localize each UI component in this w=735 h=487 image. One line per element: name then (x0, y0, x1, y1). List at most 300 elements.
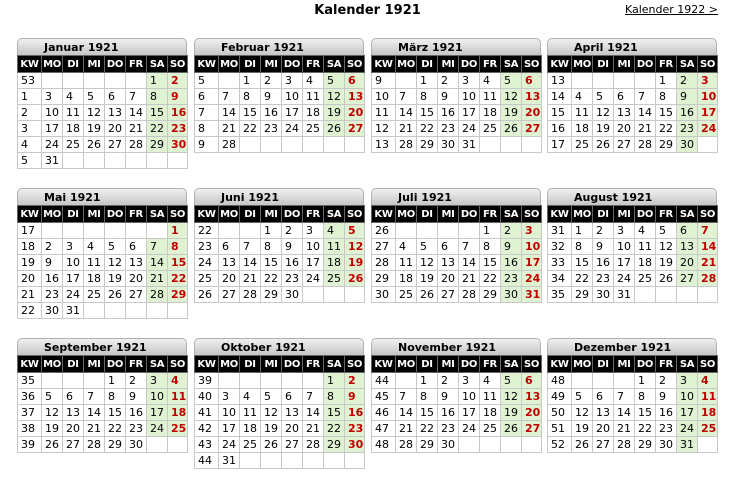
week-row (18, 121, 188, 137)
day-cell: 1 (261, 223, 282, 239)
day-cell: 5 (84, 89, 105, 105)
weekday-header: FR (303, 356, 324, 373)
weekday-header: MO (219, 356, 240, 373)
empty-day-cell (572, 373, 593, 389)
sunday-cell: 11 (698, 389, 718, 405)
week-number: 7 (195, 105, 219, 121)
weekday-header: DI (240, 206, 261, 223)
month-calendar (194, 38, 364, 153)
saturday-cell: 19 (501, 105, 522, 121)
week-number: 33 (548, 255, 572, 271)
sunday-cell: 24 (698, 121, 718, 137)
week-row (195, 421, 365, 437)
week-number: 16 (548, 121, 572, 137)
day-cell: 10 (614, 239, 635, 255)
day-cell: 30 (126, 437, 147, 453)
day-cell: 22 (480, 271, 501, 287)
sunday-cell: 2 (345, 373, 365, 389)
day-cell: 2 (42, 239, 63, 255)
sunday-cell: 1 (168, 223, 188, 239)
weekday-header: DO (459, 206, 480, 223)
saturday-cell: 9 (677, 89, 698, 105)
day-cell: 14 (396, 105, 417, 121)
week-number: 34 (548, 271, 572, 287)
day-cell: 13 (282, 405, 303, 421)
sunday-cell: 23 (345, 421, 365, 437)
sunday-cell: 29 (168, 287, 188, 303)
month-title: Mai 1921 (17, 188, 187, 205)
day-cell: 14 (219, 105, 240, 121)
day-cell: 18 (63, 121, 84, 137)
day-cell: 11 (63, 105, 84, 121)
month-table (371, 205, 542, 303)
weekday-header: KW (18, 356, 42, 373)
day-cell: 8 (417, 89, 438, 105)
day-cell: 13 (105, 105, 126, 121)
weekday-header: SA (677, 356, 698, 373)
day-cell: 14 (84, 405, 105, 421)
sunday-cell: 20 (522, 105, 542, 121)
saturday-cell: 26 (501, 121, 522, 137)
day-cell: 7 (126, 89, 147, 105)
week-number: 46 (372, 405, 396, 421)
weekday-header: DO (635, 206, 656, 223)
day-cell: 20 (282, 421, 303, 437)
week-number: 41 (195, 405, 219, 421)
day-cell: 9 (438, 389, 459, 405)
saturday-cell: 25 (324, 271, 345, 287)
day-cell: 3 (282, 73, 303, 89)
saturday-cell: 2 (677, 73, 698, 89)
sunday-cell: 10 (522, 239, 542, 255)
day-cell: 29 (417, 437, 438, 453)
saturday-cell: 21 (147, 271, 168, 287)
weekday-header: MO (396, 356, 417, 373)
week-row (372, 271, 542, 287)
day-cell: 21 (635, 121, 656, 137)
day-cell: 17 (282, 105, 303, 121)
weekday-header: FR (126, 56, 147, 73)
week-row (548, 223, 718, 239)
saturday-cell: 1 (147, 73, 168, 89)
week-row (372, 223, 542, 239)
sunday-cell: 16 (168, 105, 188, 121)
day-cell: 6 (438, 239, 459, 255)
day-cell: 24 (459, 121, 480, 137)
empty-day-cell (147, 223, 168, 239)
week-row (195, 105, 365, 121)
week-row (18, 105, 188, 121)
day-cell: 22 (240, 121, 261, 137)
empty-day-cell (635, 73, 656, 89)
week-row (548, 405, 718, 421)
empty-day-cell (522, 437, 542, 453)
empty-day-cell (261, 453, 282, 469)
week-row (372, 89, 542, 105)
week-number: 9 (195, 137, 219, 153)
week-number: 21 (18, 287, 42, 303)
weekday-header: MI (438, 206, 459, 223)
week-number: 19 (18, 255, 42, 271)
empty-day-cell (168, 303, 188, 319)
saturday-cell: 28 (147, 287, 168, 303)
day-cell: 16 (438, 405, 459, 421)
day-cell: 6 (105, 89, 126, 105)
day-cell: 19 (417, 271, 438, 287)
sunday-cell: 31 (522, 287, 542, 303)
day-cell: 19 (261, 421, 282, 437)
saturday-cell: 22 (324, 421, 345, 437)
empty-day-cell (324, 287, 345, 303)
weekday-header: MI (438, 56, 459, 73)
week-number: 39 (195, 373, 219, 389)
weekday-header: SO (345, 356, 365, 373)
day-cell: 12 (105, 255, 126, 271)
sunday-cell: 3 (698, 73, 718, 89)
day-cell: 10 (303, 239, 324, 255)
day-cell: 4 (480, 73, 501, 89)
week-number: 39 (18, 437, 42, 453)
day-cell: 7 (240, 239, 261, 255)
week-number: 28 (372, 255, 396, 271)
day-cell: 8 (261, 239, 282, 255)
day-cell: 28 (303, 437, 324, 453)
day-cell: 30 (438, 437, 459, 453)
month-table (194, 55, 365, 153)
day-cell: 15 (417, 405, 438, 421)
day-cell: 2 (656, 373, 677, 389)
sunday-cell: 27 (522, 421, 542, 437)
empty-day-cell (345, 453, 365, 469)
day-cell: 1 (480, 223, 501, 239)
sunday-cell: 12 (345, 239, 365, 255)
day-cell: 16 (593, 255, 614, 271)
empty-day-cell (168, 437, 188, 453)
day-cell: 9 (593, 239, 614, 255)
sunday-cell: 25 (168, 421, 188, 437)
day-cell: 2 (438, 73, 459, 89)
month-title: Juni 1921 (194, 188, 364, 205)
saturday-cell: 24 (147, 421, 168, 437)
saturday-cell: 5 (501, 73, 522, 89)
weekday-header: FR (480, 206, 501, 223)
day-cell: 22 (656, 121, 677, 137)
week-number: 25 (195, 271, 219, 287)
weekday-header: MI (438, 356, 459, 373)
week-number: 14 (548, 89, 572, 105)
empty-day-cell (324, 137, 345, 153)
month-calendar (371, 38, 541, 153)
saturday-cell: 10 (677, 389, 698, 405)
day-cell: 3 (219, 389, 240, 405)
weekday-header: DO (105, 356, 126, 373)
month-calendar (17, 188, 187, 319)
weekday-header: DI (593, 206, 614, 223)
weekday-header: KW (548, 206, 572, 223)
empty-day-cell (698, 137, 718, 153)
empty-day-cell (42, 73, 63, 89)
next-year-link[interactable]: Kalender 1922 > (624, 3, 718, 16)
day-cell: 10 (219, 405, 240, 421)
day-cell: 18 (84, 271, 105, 287)
empty-day-cell (240, 373, 261, 389)
saturday-cell: 18 (324, 255, 345, 271)
day-cell: 28 (126, 137, 147, 153)
day-cell: 17 (303, 255, 324, 271)
empty-day-cell (396, 223, 417, 239)
day-cell: 30 (593, 287, 614, 303)
day-cell: 20 (63, 421, 84, 437)
day-cell: 31 (63, 303, 84, 319)
week-number: 27 (372, 239, 396, 255)
day-cell: 14 (303, 405, 324, 421)
sunday-cell: 18 (168, 405, 188, 421)
empty-day-cell (501, 437, 522, 453)
saturday-cell: 15 (147, 105, 168, 121)
month-title: März 1921 (371, 38, 541, 55)
day-cell: 10 (459, 89, 480, 105)
empty-day-cell (282, 137, 303, 153)
day-cell: 30 (438, 137, 459, 153)
weekday-header: MI (614, 356, 635, 373)
weekday-header: SA (677, 206, 698, 223)
weekday-header: KW (195, 56, 219, 73)
weekday-header: FR (480, 56, 501, 73)
day-cell: 27 (593, 437, 614, 453)
saturday-cell: 16 (677, 105, 698, 121)
month-calendar (17, 338, 187, 453)
week-number: 42 (195, 421, 219, 437)
empty-day-cell (698, 437, 718, 453)
saturday-cell: 12 (324, 89, 345, 105)
weekday-header: SO (168, 206, 188, 223)
day-cell: 26 (42, 437, 63, 453)
day-cell: 16 (438, 105, 459, 121)
month-table (547, 355, 718, 453)
week-row (195, 239, 365, 255)
day-cell: 13 (219, 255, 240, 271)
week-row (18, 137, 188, 153)
day-cell: 19 (84, 121, 105, 137)
day-cell: 1 (635, 373, 656, 389)
day-cell: 19 (593, 121, 614, 137)
saturday-cell: 9 (501, 239, 522, 255)
day-cell: 15 (261, 255, 282, 271)
week-row (548, 255, 718, 271)
saturday-cell: 29 (147, 137, 168, 153)
week-number: 22 (195, 223, 219, 239)
day-cell: 4 (635, 223, 656, 239)
day-cell: 4 (303, 73, 324, 89)
week-number: 15 (548, 105, 572, 121)
day-cell: 22 (417, 421, 438, 437)
day-cell: 23 (261, 121, 282, 137)
month-calendar (371, 188, 541, 303)
week-number: 1 (18, 89, 42, 105)
week-number: 20 (18, 271, 42, 287)
saturday-cell: 24 (677, 421, 698, 437)
day-cell: 9 (42, 255, 63, 271)
saturday-cell: 12 (501, 389, 522, 405)
saturday-cell: 8 (147, 89, 168, 105)
saturday-cell: 8 (324, 389, 345, 405)
month-table (17, 355, 188, 453)
weekday-header: SO (168, 356, 188, 373)
empty-day-cell (303, 137, 324, 153)
empty-day-cell (42, 223, 63, 239)
week-number: 12 (372, 121, 396, 137)
saturday-cell: 26 (501, 421, 522, 437)
day-cell: 2 (261, 73, 282, 89)
saturday-cell: 10 (147, 389, 168, 405)
saturday-cell: 3 (147, 373, 168, 389)
week-number: 49 (548, 389, 572, 405)
week-row (195, 389, 365, 405)
sunday-cell: 27 (345, 121, 365, 137)
day-cell: 26 (656, 271, 677, 287)
week-row (18, 303, 188, 319)
sunday-cell: 17 (522, 255, 542, 271)
day-cell: 21 (240, 271, 261, 287)
day-cell: 8 (105, 389, 126, 405)
empty-day-cell (282, 373, 303, 389)
weekday-header: SO (698, 356, 718, 373)
week-row (195, 255, 365, 271)
empty-day-cell (126, 303, 147, 319)
sunday-cell: 18 (698, 405, 718, 421)
week-number: 35 (548, 287, 572, 303)
weekday-header: SA (501, 356, 522, 373)
month-title: August 1921 (547, 188, 717, 205)
weekday-header: MO (572, 206, 593, 223)
day-cell: 5 (42, 389, 63, 405)
empty-day-cell (240, 223, 261, 239)
day-cell: 11 (572, 105, 593, 121)
week-number: 32 (548, 239, 572, 255)
day-cell: 3 (63, 239, 84, 255)
day-cell: 12 (417, 255, 438, 271)
weekday-header: KW (195, 206, 219, 223)
day-cell: 22 (261, 271, 282, 287)
weekday-header: FR (303, 206, 324, 223)
sunday-cell: 20 (345, 105, 365, 121)
weekday-header: MI (261, 356, 282, 373)
weekday-header: FR (126, 356, 147, 373)
saturday-cell: 4 (324, 223, 345, 239)
empty-day-cell (63, 73, 84, 89)
day-cell: 6 (126, 239, 147, 255)
day-cell: 7 (84, 389, 105, 405)
day-cell: 29 (261, 287, 282, 303)
weekday-header: DO (105, 56, 126, 73)
day-cell: 18 (240, 421, 261, 437)
day-cell: 21 (614, 421, 635, 437)
empty-day-cell (126, 223, 147, 239)
empty-day-cell (84, 373, 105, 389)
day-cell: 27 (438, 287, 459, 303)
day-cell: 24 (459, 421, 480, 437)
week-number: 48 (548, 373, 572, 389)
sunday-cell: 3 (522, 223, 542, 239)
saturday-cell: 3 (677, 373, 698, 389)
day-cell: 21 (84, 421, 105, 437)
weekday-header: SO (345, 56, 365, 73)
day-cell: 20 (126, 271, 147, 287)
week-number: 26 (372, 223, 396, 239)
week-row (548, 373, 718, 389)
sunday-cell: 11 (168, 389, 188, 405)
day-cell: 14 (240, 255, 261, 271)
day-cell: 22 (417, 121, 438, 137)
day-cell: 27 (282, 437, 303, 453)
week-row (372, 121, 542, 137)
saturday-cell: 6 (677, 223, 698, 239)
day-cell: 4 (240, 389, 261, 405)
weekday-header: SA (147, 56, 168, 73)
weekday-header: FR (303, 56, 324, 73)
day-cell: 19 (572, 421, 593, 437)
empty-day-cell (147, 437, 168, 453)
day-cell: 18 (635, 255, 656, 271)
weekday-header: SA (147, 206, 168, 223)
day-cell: 5 (572, 389, 593, 405)
weekday-header: SA (677, 56, 698, 73)
week-row (548, 421, 718, 437)
week-number: 31 (548, 223, 572, 239)
sunday-cell: 23 (168, 121, 188, 137)
day-cell: 28 (396, 437, 417, 453)
day-cell: 3 (459, 373, 480, 389)
week-row (548, 271, 718, 287)
day-cell: 4 (63, 89, 84, 105)
day-cell: 27 (219, 287, 240, 303)
day-cell: 30 (42, 303, 63, 319)
day-cell: 12 (572, 405, 593, 421)
week-number: 45 (372, 389, 396, 405)
week-number: 5 (195, 73, 219, 89)
empty-day-cell (84, 73, 105, 89)
month-table (17, 55, 188, 169)
day-cell: 1 (656, 73, 677, 89)
weekday-header: MO (396, 56, 417, 73)
week-number: 51 (548, 421, 572, 437)
weekday-header: DO (459, 356, 480, 373)
day-cell: 28 (240, 287, 261, 303)
empty-day-cell (677, 287, 698, 303)
week-number: 37 (18, 405, 42, 421)
day-cell: 17 (614, 255, 635, 271)
day-cell: 15 (656, 105, 677, 121)
week-row (18, 389, 188, 405)
day-cell: 24 (614, 271, 635, 287)
empty-day-cell (147, 303, 168, 319)
weekday-header: KW (18, 56, 42, 73)
weekday-header: DO (635, 56, 656, 73)
day-cell: 1 (105, 373, 126, 389)
empty-day-cell (84, 223, 105, 239)
weekday-header: DI (63, 356, 84, 373)
weekday-header: DO (105, 206, 126, 223)
day-cell: 12 (261, 405, 282, 421)
week-row (372, 73, 542, 89)
sunday-cell: 2 (168, 73, 188, 89)
weekday-header: MO (42, 206, 63, 223)
empty-day-cell (303, 287, 324, 303)
day-cell: 14 (126, 105, 147, 121)
weekday-header: MO (219, 56, 240, 73)
weekday-header: MO (42, 356, 63, 373)
week-row (195, 373, 365, 389)
